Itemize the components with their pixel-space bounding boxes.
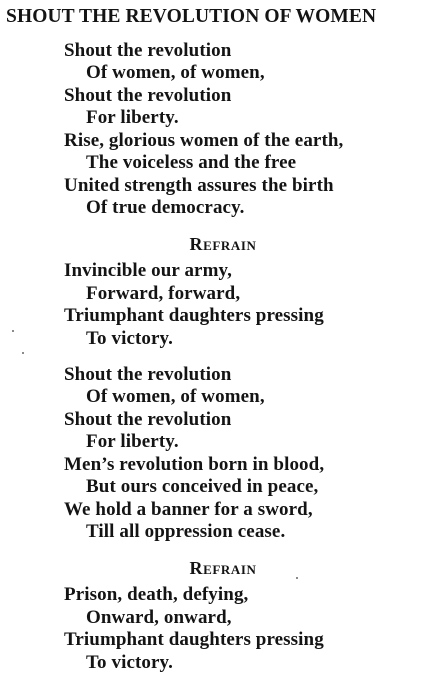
verse-line: The voiceless and the free	[86, 152, 297, 173]
verse-line: Onward, onward,	[86, 607, 232, 628]
verse-line: Triumphant daughters pressing	[64, 305, 324, 326]
verse-line: Rise, glorious women of the earth,	[64, 130, 344, 151]
verse-line: Prison, death, defying,	[64, 584, 249, 605]
verse-line: Till all oppression cease.	[86, 521, 286, 542]
verse-line: For liberty.	[86, 107, 179, 128]
verse-line: We hold a banner for a sword,	[64, 499, 313, 520]
verse-line: Men’s revolution born in blood,	[64, 454, 325, 475]
verse-line: To victory.	[86, 328, 173, 349]
verse-line: To victory.	[86, 652, 173, 673]
verse-line: United strength assures the birth	[64, 175, 334, 196]
poem-title: SHOUT THE REVOLUTION OF WOMEN	[6, 6, 377, 27]
verse-line: Invincible our army,	[64, 260, 232, 281]
refrain-heading: Refrain	[189, 234, 257, 254]
print-speck	[12, 330, 14, 332]
refrain-heading: Refrain	[189, 558, 257, 578]
verse-line: Triumphant daughters pressing	[64, 629, 324, 650]
verse-line: Of women, of women,	[86, 62, 265, 83]
verse-line: Forward, forward,	[86, 283, 241, 304]
verse-line: But ours conceived in peace,	[86, 476, 319, 497]
verse-line: For liberty.	[86, 431, 179, 452]
verse-line: Shout the revolution	[64, 40, 232, 61]
print-speck	[296, 577, 298, 579]
print-speck	[22, 352, 24, 354]
verse-line: Of women, of women,	[86, 386, 265, 407]
verse-line: Shout the revolution	[64, 85, 232, 106]
verse-line: Of true democracy.	[86, 197, 245, 218]
verse-line: Shout the revolution	[64, 364, 232, 385]
verse-line: Shout the revolution	[64, 409, 232, 430]
